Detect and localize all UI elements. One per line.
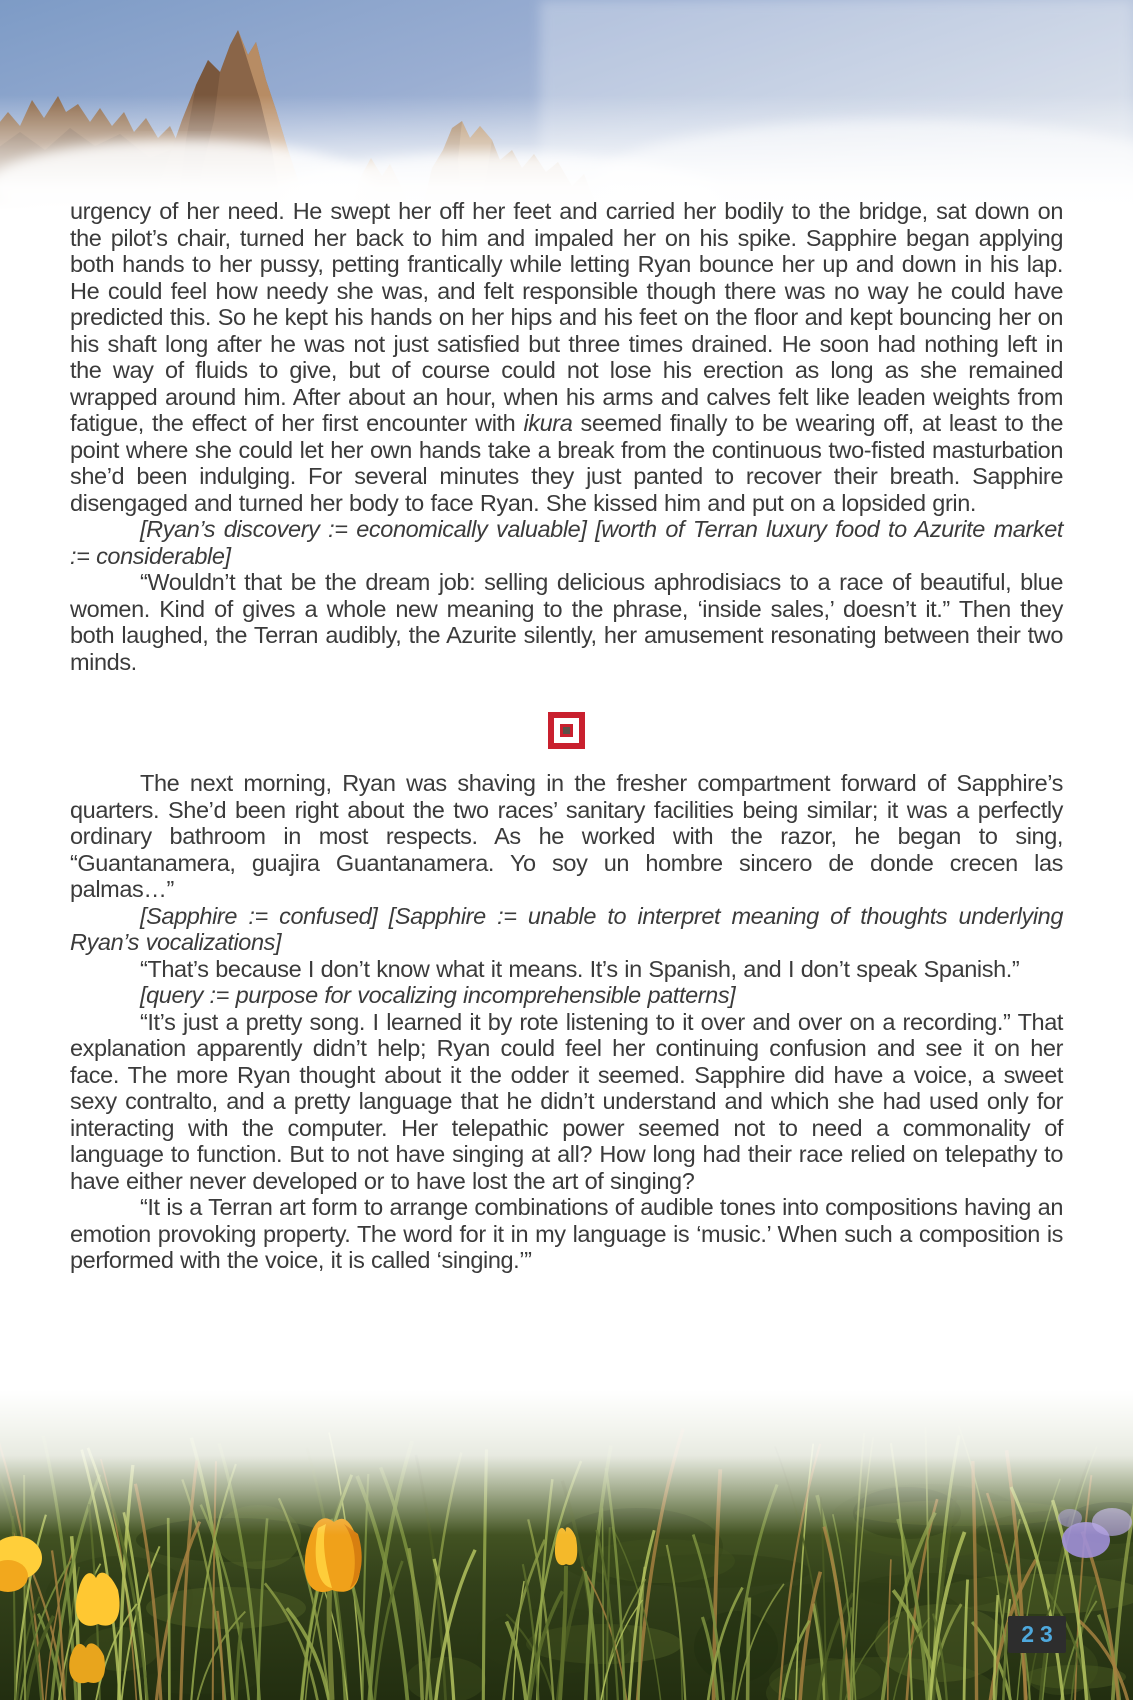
divider-outer-square bbox=[548, 712, 585, 749]
page-text-column bbox=[70, 198, 1063, 1274]
text-run: [query := purpose for vocalizing incomprehensible patterns] bbox=[140, 982, 736, 1008]
text-run: “It is a Terran art form to arrange combinations of audible tones into compositions having an emotion provoking property. The word for it in my language is ‘music.’ When such a composition is performed with the voice, it is called ‘singing.’” bbox=[70, 1194, 1063, 1273]
telepathic-statement bbox=[70, 903, 1063, 956]
text-run: seemed finally to be wearing off, at least to the point where she could let her own hands take a break from the continuous two-fisted masturbation she’d been indulging. For several minutes they just panted to recover their breath. Sapphire disengaged and turned her body to face Ryan. She kissed him and put on a lopsided grin. bbox=[70, 410, 1063, 516]
divider-core-square bbox=[563, 727, 570, 734]
text-run: [Ryan’s discovery := economically valuable] [worth of Terran luxury food to Azurite market := considerable] bbox=[70, 516, 1063, 569]
paragraph bbox=[70, 198, 1063, 516]
text-run: The next morning, Ryan was shaving in the fresher compartment forward of Sapphire’s quarters. She’d been right about the two races’ sanitary facilities being similar; it was a perfectly ordinary bathroom in most respects. As he worked with the razor, he began to sing, “Guantanamera, guajira Guantanamera. Yo soy un hombre sincero de donde crecen las palmas…” bbox=[70, 770, 1063, 902]
page-number: 23 bbox=[1021, 1621, 1059, 1647]
telepathic-statement bbox=[70, 516, 1063, 569]
mountain-spires-icon bbox=[0, 0, 1133, 210]
meadow-grass-icon bbox=[0, 1390, 1133, 1700]
divider-inner-square bbox=[560, 724, 573, 737]
text-run: “That’s because I don’t know what it means. It’s in Spanish, and I don’t speak Spanish.” bbox=[140, 955, 1020, 982]
section-break-ornament bbox=[70, 712, 1063, 749]
page-number-badge bbox=[1008, 1616, 1066, 1653]
grass-blade bbox=[168, 1518, 169, 1700]
text-run: urgency of her need. He swept her off her feet and carried her bodily to the bridge, sat down on the pilot’s chair, turned her back to him and impaled her on his spike. Sapphire began applying both hands to her pussy, petting frantically while letting Ryan bounce her up and down in his lap. He could feel how needy she was, and felt responsible though there was no way he could have predicted this. So he kept his hands on her hips and his feet on the floor and kept bouncing her on his shaft long after he was not just satisfied but three times drained. He soon had nothing left in the way of fluids to give, but of course could not lose his erection as long as she remained wrapped around him. After about an hour, when his arms and calves felt like leaden weights from fatigue, the effect of her first encounter with bbox=[70, 198, 1063, 436]
text-run: “It’s just a pretty song. I learned it by rote listening to it over and over on a recording.” That explanation apparently didn’t help; Ryan could feel her continuing confusion and see it on her face. The more Ryan thought about it the odder it seemed. Sapphire did have a voice, a sweet sexy contralto, and a pretty language that he didn’t understand and which she had used only for interacting with the computer. Her telepathic power seemed not to need a commonality of language to function. But to not have singing at all? How long had their race relied on telepathy to have either never developed or to have lost the art of singing? bbox=[70, 1008, 1063, 1194]
text-run: [Sapphire := confused] [Sapphire := unable to interpret meaning of thoughts underlying Ryan’s vocalizations] bbox=[70, 902, 1063, 955]
header-mountain-photo bbox=[0, 0, 1133, 210]
footer-meadow-photo bbox=[0, 1390, 1133, 1700]
text-run: ikura bbox=[523, 410, 573, 436]
telepathic-statement bbox=[70, 982, 1063, 1009]
paragraph bbox=[70, 1009, 1063, 1195]
grass-blade bbox=[748, 1598, 750, 1700]
paragraph bbox=[70, 1194, 1063, 1274]
text-run: “Wouldn’t that be the dream job: selling delicious aphrodisiacs to a race of beautiful, blue women. Kind of gives a whole new meaning to the phrase, ‘inside sales,’ doesn’t it.” Then they both laughed, the Terran audibly, the Azurite silently, her amusement resonating between their two minds. bbox=[70, 569, 1063, 675]
paragraph bbox=[70, 956, 1063, 983]
paragraph bbox=[70, 569, 1063, 675]
paragraph bbox=[70, 770, 1063, 903]
